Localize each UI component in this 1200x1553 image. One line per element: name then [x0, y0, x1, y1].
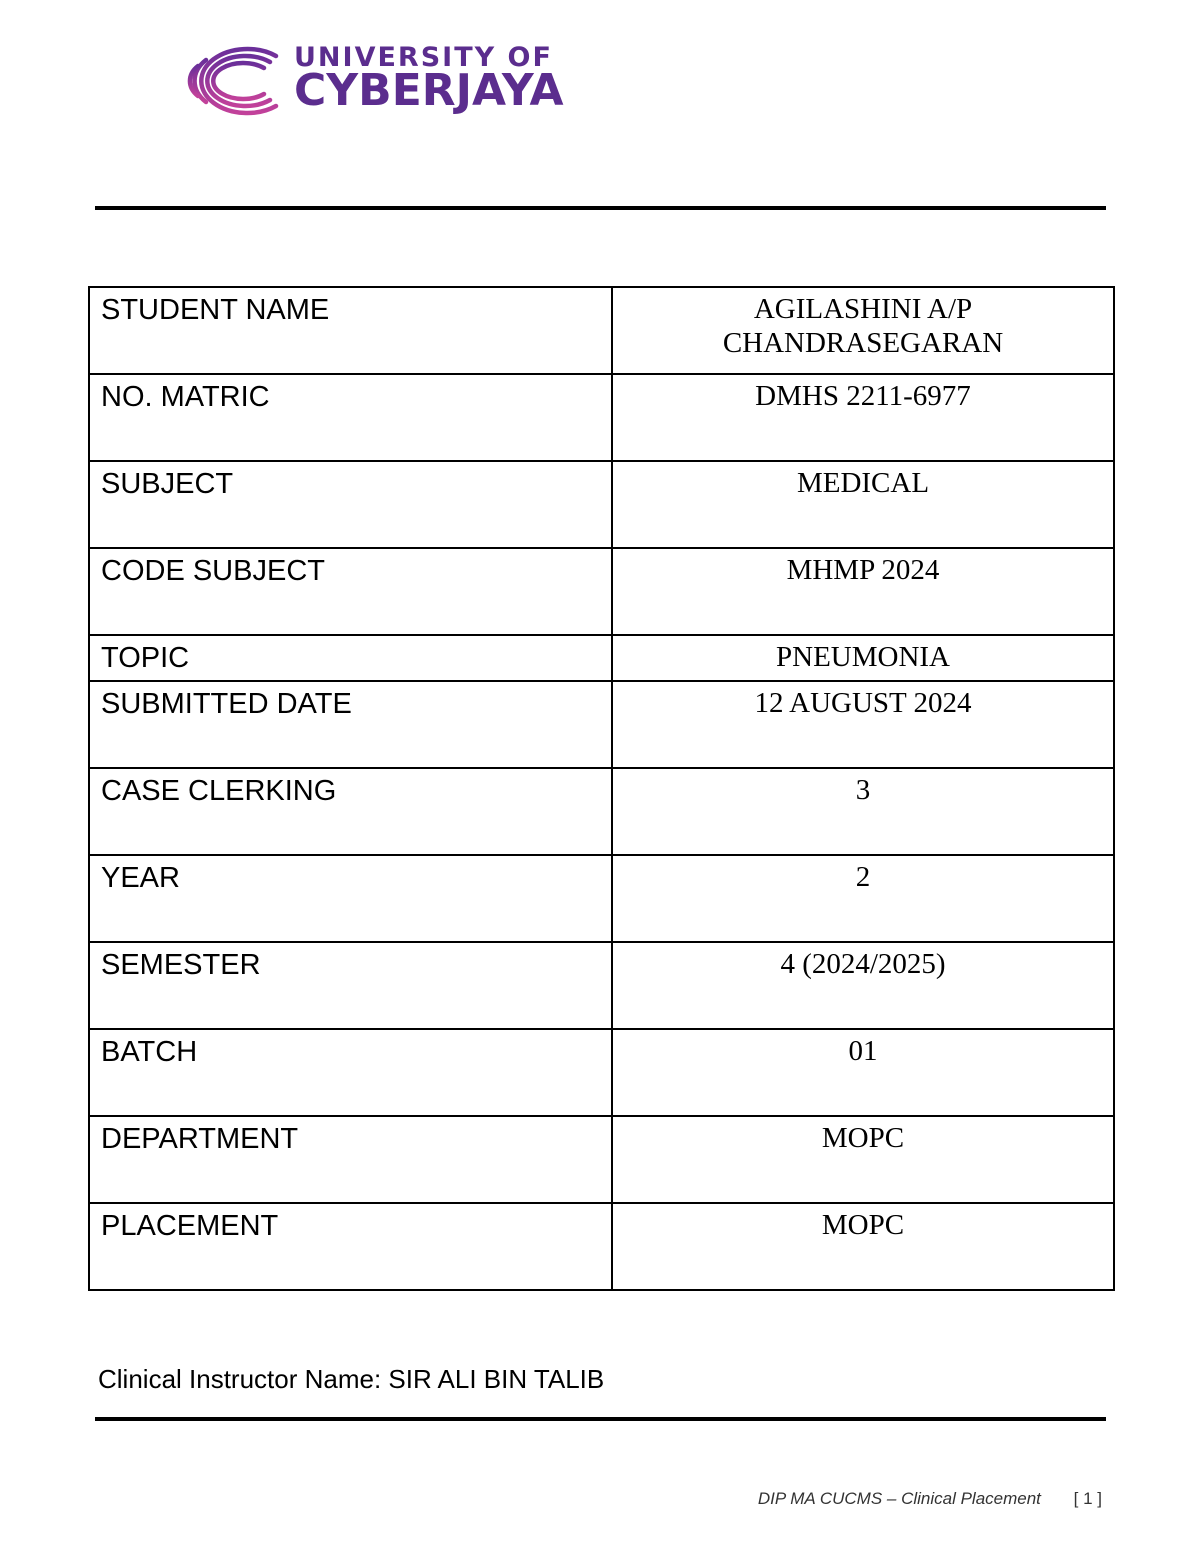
- table-row: [89, 1029, 1114, 1116]
- table-row: [89, 635, 1114, 681]
- table-row: [89, 768, 1114, 855]
- table-row: [89, 1116, 1114, 1203]
- table-row: [89, 548, 1114, 635]
- row-value: MOPC: [612, 1203, 1114, 1290]
- university-logo: [176, 40, 656, 122]
- table-row: [89, 942, 1114, 1029]
- logo-line-cyberjaya: CYBERJAYA: [294, 65, 564, 116]
- top-divider: [95, 206, 1106, 210]
- row-label: SEMESTER: [89, 942, 612, 1029]
- row-label: PLACEMENT: [89, 1203, 612, 1290]
- page-footer: [758, 1489, 1102, 1509]
- row-label: CODE SUBJECT: [89, 548, 612, 635]
- table-row: [89, 681, 1114, 768]
- row-label: SUBJECT: [89, 461, 612, 548]
- row-value: MHMP 2024: [612, 548, 1114, 635]
- row-value: 4 (2024/2025): [612, 942, 1114, 1029]
- row-label: STUDENT NAME: [89, 287, 612, 374]
- row-value: AGILASHINI A/P CHANDRASEGARAN: [612, 287, 1114, 374]
- row-label: NO. MATRIC: [89, 374, 612, 461]
- row-label: TOPIC: [89, 635, 612, 681]
- student-info-table: [88, 286, 1115, 1291]
- row-value: 01: [612, 1029, 1114, 1116]
- table-row: [89, 461, 1114, 548]
- row-value: 12 AUGUST 2024: [612, 681, 1114, 768]
- footer-title: DIP MA CUCMS – Clinical Placement: [757, 1489, 1041, 1508]
- clinical-instructor-line: Clinical Instructor Name: SIR ALI BIN TALIB: [98, 1364, 605, 1394]
- row-label: BATCH: [89, 1029, 612, 1116]
- row-value: 2: [612, 855, 1114, 942]
- logo-wordmark: [294, 42, 564, 116]
- row-value: PNEUMONIA: [612, 635, 1114, 681]
- table-row: [89, 374, 1114, 461]
- bottom-divider: [95, 1417, 1106, 1421]
- table-row: [89, 1203, 1114, 1290]
- row-value: MOPC: [612, 1116, 1114, 1203]
- row-value: DMHS 2211-6977: [612, 374, 1114, 461]
- row-label: CASE CLERKING: [89, 768, 612, 855]
- row-label: SUBMITTED DATE: [89, 681, 612, 768]
- row-label: DEPARTMENT: [89, 1116, 612, 1203]
- row-label: YEAR: [89, 855, 612, 942]
- table-row: [89, 855, 1114, 942]
- table-row: [89, 287, 1114, 374]
- row-value: 3: [612, 768, 1114, 855]
- page-number: [ 1 ]: [1073, 1489, 1102, 1508]
- logo-line-university: UNIVERSITY OF: [294, 42, 553, 73]
- row-value: MEDICAL: [612, 461, 1114, 548]
- cyberjaya-emblem-icon: [176, 40, 296, 122]
